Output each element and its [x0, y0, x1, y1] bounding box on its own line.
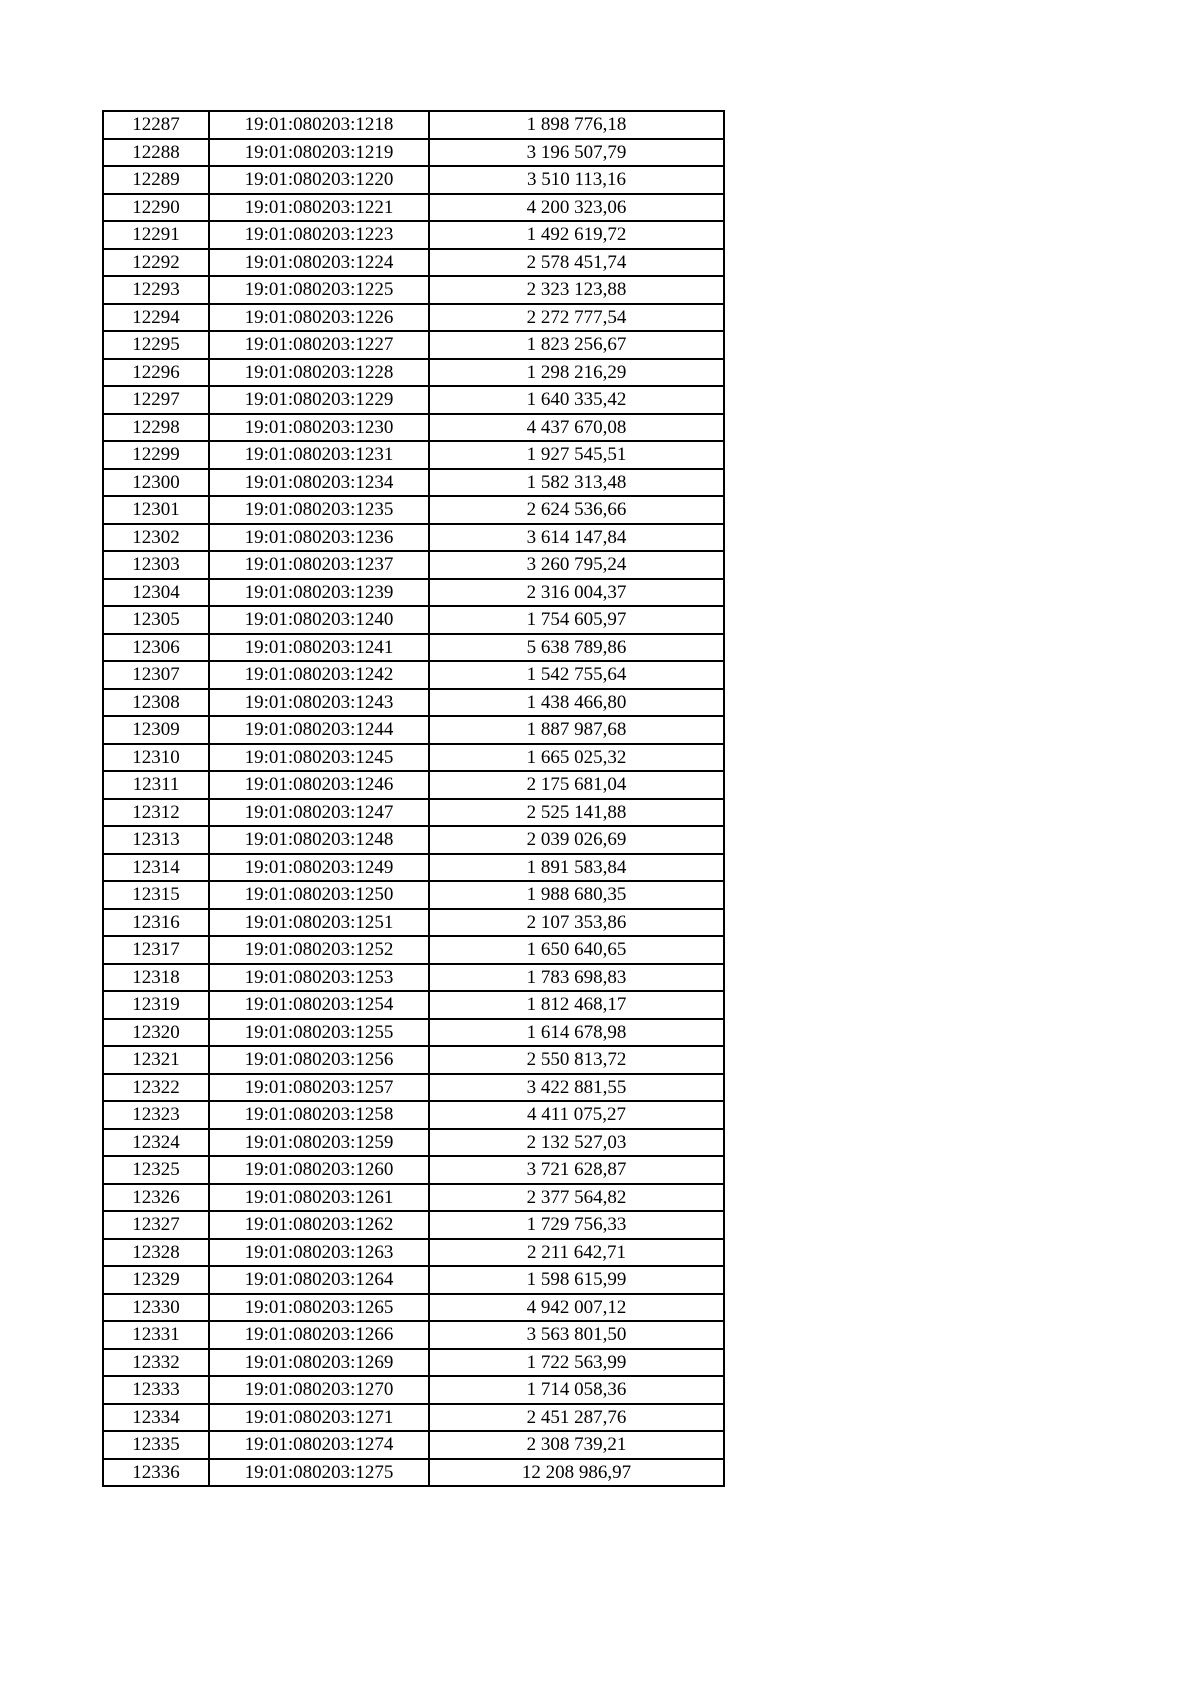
cadastral-value-cell: 2 377 564,82: [429, 1184, 724, 1212]
cadastral-value-cell: 2 624 536,66: [429, 496, 724, 524]
table-row: [103, 551, 724, 579]
cadastral-value-cell: 3 614 147,84: [429, 524, 724, 552]
cadastral-number-cell: 19:01:080203:1254: [209, 991, 429, 1019]
row-number-cell: 12296: [103, 359, 209, 387]
row-number-cell: 12327: [103, 1211, 209, 1239]
cadastral-number-cell: 19:01:080203:1241: [209, 634, 429, 662]
row-number-cell: 12289: [103, 166, 209, 194]
cadastral-number-cell: 19:01:080203:1252: [209, 936, 429, 964]
row-number-cell: 12302: [103, 524, 209, 552]
row-number-cell: 12330: [103, 1294, 209, 1322]
table-row: [103, 826, 724, 854]
row-number-cell: 12307: [103, 661, 209, 689]
cadastral-number-cell: 19:01:080203:1235: [209, 496, 429, 524]
row-number-cell: 12308: [103, 689, 209, 717]
table-row: [103, 881, 724, 909]
cadastral-number-cell: 19:01:080203:1257: [209, 1074, 429, 1102]
row-number-cell: 12306: [103, 634, 209, 662]
cadastral-value-cell: 2 272 777,54: [429, 304, 724, 332]
cadastral-value-cell: 3 422 881,55: [429, 1074, 724, 1102]
cadastral-value-cell: 2 525 141,88: [429, 799, 724, 827]
cadastral-number-cell: 19:01:080203:1231: [209, 441, 429, 469]
cadastral-number-cell: 19:01:080203:1262: [209, 1211, 429, 1239]
cadastral-number-cell: 19:01:080203:1255: [209, 1019, 429, 1047]
cadastral-value-cell: 1 714 058,36: [429, 1376, 724, 1404]
row-number-cell: 12336: [103, 1459, 209, 1487]
table-row: [103, 524, 724, 552]
cadastral-number-cell: 19:01:080203:1243: [209, 689, 429, 717]
row-number-cell: 12323: [103, 1101, 209, 1129]
cadastral-value-cell: 2 107 353,86: [429, 909, 724, 937]
cadastral-value-cell: 1 988 680,35: [429, 881, 724, 909]
cadastral-number-cell: 19:01:080203:1260: [209, 1156, 429, 1184]
table-row: [103, 386, 724, 414]
table-row: [103, 166, 724, 194]
cadastral-number-cell: 19:01:080203:1269: [209, 1349, 429, 1377]
cadastral-value-cell: 4 200 323,06: [429, 194, 724, 222]
row-number-cell: 12310: [103, 744, 209, 772]
row-number-cell: 12311: [103, 771, 209, 799]
cadastral-number-cell: 19:01:080203:1220: [209, 166, 429, 194]
table-body: [103, 111, 724, 1486]
row-number-cell: 12331: [103, 1321, 209, 1349]
row-number-cell: 12332: [103, 1349, 209, 1377]
cadastral-value-cell: 1 650 640,65: [429, 936, 724, 964]
cadastral-number-cell: 19:01:080203:1256: [209, 1046, 429, 1074]
cadastral-value-cell: 1 754 605,97: [429, 606, 724, 634]
table-row: [103, 1376, 724, 1404]
table-row: [103, 1294, 724, 1322]
table-row: [103, 1074, 724, 1102]
table-row: [103, 359, 724, 387]
row-number-cell: 12324: [103, 1129, 209, 1157]
cadastral-value-cell: 2 578 451,74: [429, 249, 724, 277]
cadastral-value-cell: 5 638 789,86: [429, 634, 724, 662]
table-row: [103, 799, 724, 827]
table-row: [103, 331, 724, 359]
row-number-cell: 12329: [103, 1266, 209, 1294]
cadastral-number-cell: 19:01:080203:1250: [209, 881, 429, 909]
table-row: [103, 1239, 724, 1267]
cadastral-number-cell: 19:01:080203:1218: [209, 111, 429, 139]
table-row: [103, 579, 724, 607]
row-number-cell: 12325: [103, 1156, 209, 1184]
cadastral-number-cell: 19:01:080203:1263: [209, 1239, 429, 1267]
row-number-cell: 12290: [103, 194, 209, 222]
row-number-cell: 12292: [103, 249, 209, 277]
cadastral-number-cell: 19:01:080203:1221: [209, 194, 429, 222]
row-number-cell: 12305: [103, 606, 209, 634]
row-number-cell: 12318: [103, 964, 209, 992]
table-row: [103, 1019, 724, 1047]
row-number-cell: 12298: [103, 414, 209, 442]
cadastral-number-cell: 19:01:080203:1258: [209, 1101, 429, 1129]
table-row: [103, 991, 724, 1019]
table-row: [103, 304, 724, 332]
row-number-cell: 12303: [103, 551, 209, 579]
cadastral-value-cell: 2 550 813,72: [429, 1046, 724, 1074]
cadastral-number-cell: 19:01:080203:1245: [209, 744, 429, 772]
cadastral-value-cell: 4 411 075,27: [429, 1101, 724, 1129]
cadastral-value-cell: 3 563 801,50: [429, 1321, 724, 1349]
cadastral-value-cell: 1 891 583,84: [429, 854, 724, 882]
cadastral-number-cell: 19:01:080203:1261: [209, 1184, 429, 1212]
cadastral-value-cell: 1 582 313,48: [429, 469, 724, 497]
cadastral-number-cell: 19:01:080203:1224: [209, 249, 429, 277]
table-row: [103, 1211, 724, 1239]
table-row: [103, 1321, 724, 1349]
cadastral-value-cell: 1 927 545,51: [429, 441, 724, 469]
row-number-cell: 12313: [103, 826, 209, 854]
cadastral-number-cell: 19:01:080203:1227: [209, 331, 429, 359]
table-row: [103, 276, 724, 304]
cadastral-number-cell: 19:01:080203:1275: [209, 1459, 429, 1487]
table-row: [103, 1349, 724, 1377]
table-row: [103, 716, 724, 744]
cadastral-number-cell: 19:01:080203:1242: [209, 661, 429, 689]
cadastral-value-cell: 4 437 670,08: [429, 414, 724, 442]
cadastral-value-cell: 1 438 466,80: [429, 689, 724, 717]
table-row: [103, 414, 724, 442]
cadastral-value-cell: 2 175 681,04: [429, 771, 724, 799]
cadastral-value-cell: 2 211 642,71: [429, 1239, 724, 1267]
cadastral-value-cell: 1 492 619,72: [429, 221, 724, 249]
table-row: [103, 634, 724, 662]
cadastral-value-cell: 2 451 287,76: [429, 1404, 724, 1432]
cadastral-number-cell: 19:01:080203:1237: [209, 551, 429, 579]
cadastral-value-cell: 3 260 795,24: [429, 551, 724, 579]
table-row: [103, 771, 724, 799]
row-number-cell: 12319: [103, 991, 209, 1019]
cadastral-number-cell: 19:01:080203:1223: [209, 221, 429, 249]
cadastral-number-cell: 19:01:080203:1251: [209, 909, 429, 937]
row-number-cell: 12297: [103, 386, 209, 414]
table-row: [103, 1156, 724, 1184]
table-row: [103, 689, 724, 717]
cadastral-number-cell: 19:01:080203:1253: [209, 964, 429, 992]
row-number-cell: 12320: [103, 1019, 209, 1047]
cadastral-number-cell: 19:01:080203:1265: [209, 1294, 429, 1322]
cadastral-value-cell: 1 640 335,42: [429, 386, 724, 414]
cadastral-value-cell: 1 887 987,68: [429, 716, 724, 744]
table-row: [103, 139, 724, 167]
row-number-cell: 12315: [103, 881, 209, 909]
cadastral-value-cell: 2 323 123,88: [429, 276, 724, 304]
cadastral-number-cell: 19:01:080203:1228: [209, 359, 429, 387]
row-number-cell: 12304: [103, 579, 209, 607]
row-number-cell: 12312: [103, 799, 209, 827]
row-number-cell: 12288: [103, 139, 209, 167]
cadastral-value-cell: 2 308 739,21: [429, 1431, 724, 1459]
cadastral-number-cell: 19:01:080203:1226: [209, 304, 429, 332]
row-number-cell: 12309: [103, 716, 209, 744]
table-row: [103, 1266, 724, 1294]
cadastral-value-cell: 1 729 756,33: [429, 1211, 724, 1239]
table-row: [103, 1046, 724, 1074]
cadastral-number-cell: 19:01:080203:1270: [209, 1376, 429, 1404]
cadastral-value-cell: 1 665 025,32: [429, 744, 724, 772]
cadastral-number-cell: 19:01:080203:1240: [209, 606, 429, 634]
row-number-cell: 12294: [103, 304, 209, 332]
cadastral-number-cell: 19:01:080203:1249: [209, 854, 429, 882]
cadastral-number-cell: 19:01:080203:1246: [209, 771, 429, 799]
cadastral-number-cell: 19:01:080203:1244: [209, 716, 429, 744]
cadastral-number-cell: 19:01:080203:1239: [209, 579, 429, 607]
table-row: [103, 909, 724, 937]
table-row: [103, 661, 724, 689]
row-number-cell: 12321: [103, 1046, 209, 1074]
cadastral-value-cell: 4 942 007,12: [429, 1294, 724, 1322]
cadastral-value-cell: 1 614 678,98: [429, 1019, 724, 1047]
row-number-cell: 12317: [103, 936, 209, 964]
row-number-cell: 12316: [103, 909, 209, 937]
row-number-cell: 12326: [103, 1184, 209, 1212]
cadastral-value-cell: 1 783 698,83: [429, 964, 724, 992]
cadastral-value-cell: 2 039 026,69: [429, 826, 724, 854]
table-row: [103, 1101, 724, 1129]
cadastral-value-cell: 3 510 113,16: [429, 166, 724, 194]
cadastral-number-cell: 19:01:080203:1266: [209, 1321, 429, 1349]
table-row: [103, 1184, 724, 1212]
cadastral-value-cell: 2 132 527,03: [429, 1129, 724, 1157]
table-row: [103, 441, 724, 469]
cadastral-value-cell: 12 208 986,97: [429, 1459, 724, 1487]
row-number-cell: 12322: [103, 1074, 209, 1102]
cadastral-number-cell: 19:01:080203:1259: [209, 1129, 429, 1157]
cadastral-value-cell: 1 598 615,99: [429, 1266, 724, 1294]
cadastral-value-cell: 1 812 468,17: [429, 991, 724, 1019]
row-number-cell: 12314: [103, 854, 209, 882]
cadastral-value-cell: 1 823 256,67: [429, 331, 724, 359]
table-row: [103, 111, 724, 139]
table-row: [103, 221, 724, 249]
cadastral-number-cell: 19:01:080203:1264: [209, 1266, 429, 1294]
row-number-cell: 12299: [103, 441, 209, 469]
cadastral-number-cell: 19:01:080203:1230: [209, 414, 429, 442]
row-number-cell: 12335: [103, 1431, 209, 1459]
row-number-cell: 12333: [103, 1376, 209, 1404]
cadastral-number-cell: 19:01:080203:1271: [209, 1404, 429, 1432]
table-row: [103, 1431, 724, 1459]
cadastral-number-cell: 19:01:080203:1274: [209, 1431, 429, 1459]
cadastral-value-cell: 2 316 004,37: [429, 579, 724, 607]
cadastral-number-cell: 19:01:080203:1247: [209, 799, 429, 827]
cadastral-number-cell: 19:01:080203:1229: [209, 386, 429, 414]
table-row: [103, 469, 724, 497]
cadastral-value-cell: 1 298 216,29: [429, 359, 724, 387]
table-row: [103, 249, 724, 277]
table-row: [103, 1404, 724, 1432]
row-number-cell: 12301: [103, 496, 209, 524]
table-row: [103, 194, 724, 222]
row-number-cell: 12287: [103, 111, 209, 139]
row-number-cell: 12334: [103, 1404, 209, 1432]
table-row: [103, 1129, 724, 1157]
cadastral-value-cell: 1 722 563,99: [429, 1349, 724, 1377]
cadastral-number-cell: 19:01:080203:1236: [209, 524, 429, 552]
cadastral-value-cell: 1 898 776,18: [429, 111, 724, 139]
cadastral-value-cell: 1 542 755,64: [429, 661, 724, 689]
row-number-cell: 12295: [103, 331, 209, 359]
cadastral-value-cell: 3 196 507,79: [429, 139, 724, 167]
row-number-cell: 12291: [103, 221, 209, 249]
table-row: [103, 936, 724, 964]
table-row: [103, 1459, 724, 1487]
cadastral-value-cell: 3 721 628,87: [429, 1156, 724, 1184]
cadastral-number-cell: 19:01:080203:1234: [209, 469, 429, 497]
table-row: [103, 964, 724, 992]
cadastral-value-table: [102, 110, 725, 1487]
row-number-cell: 12293: [103, 276, 209, 304]
table-row: [103, 496, 724, 524]
table-row: [103, 854, 724, 882]
table-row: [103, 744, 724, 772]
cadastral-number-cell: 19:01:080203:1225: [209, 276, 429, 304]
row-number-cell: 12328: [103, 1239, 209, 1267]
table-row: [103, 606, 724, 634]
cadastral-number-cell: 19:01:080203:1219: [209, 139, 429, 167]
row-number-cell: 12300: [103, 469, 209, 497]
cadastral-number-cell: 19:01:080203:1248: [209, 826, 429, 854]
